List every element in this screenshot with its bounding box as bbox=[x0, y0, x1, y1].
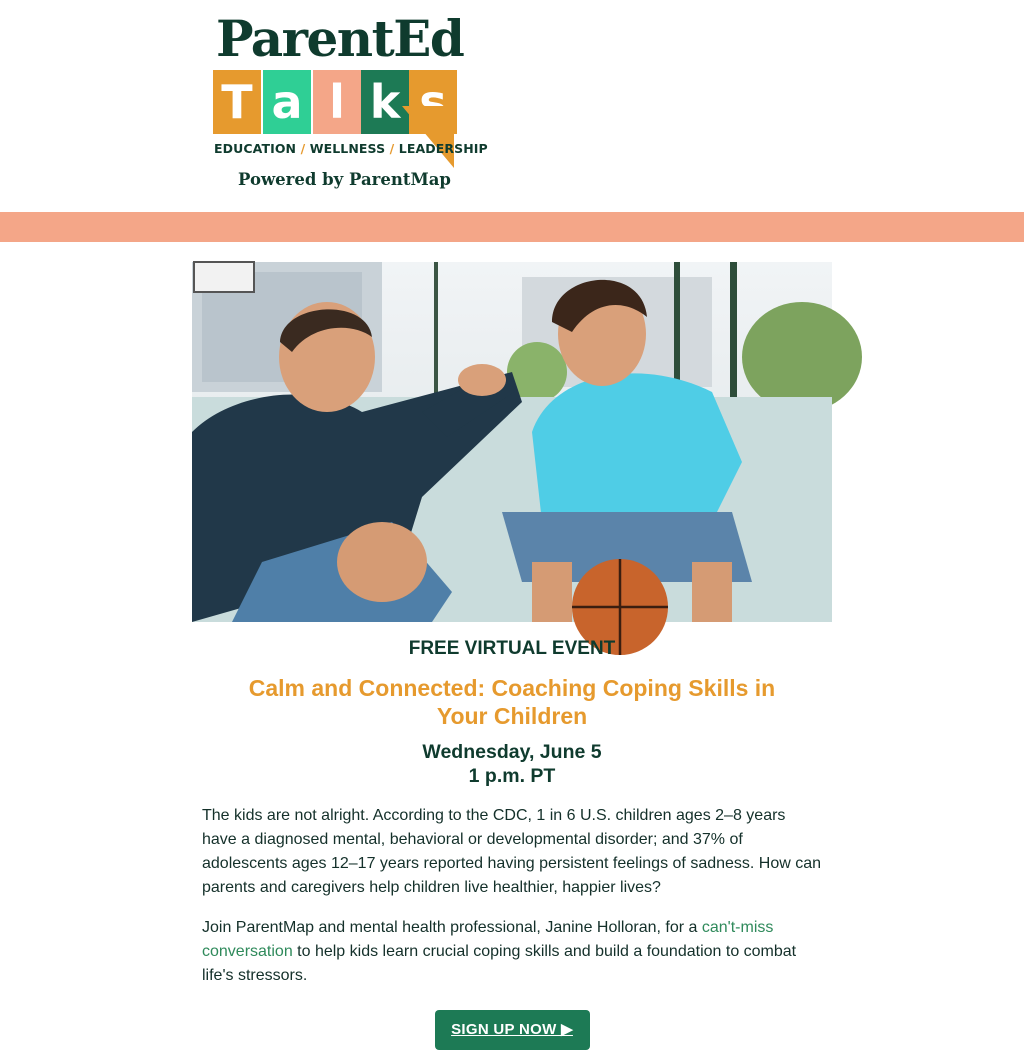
event-content bbox=[192, 632, 832, 1050]
tagline-slash: / bbox=[300, 141, 306, 156]
fence-post bbox=[434, 262, 438, 402]
hero-photo-illustration bbox=[192, 262, 832, 622]
logo-tile: k bbox=[361, 70, 409, 134]
logo-tile: a bbox=[263, 70, 311, 134]
body-paragraph-2 bbox=[192, 916, 832, 988]
son-leg bbox=[692, 562, 732, 622]
accent-band bbox=[0, 212, 1024, 242]
tagline-wellness: WELLNESS bbox=[309, 141, 386, 156]
father-knee bbox=[337, 522, 427, 602]
logo-tile: s bbox=[409, 70, 457, 134]
cant-miss-conversation-link[interactable]: can't-miss conversation bbox=[202, 919, 774, 960]
logo-tile: T bbox=[213, 70, 261, 134]
parented-talks-logo[interactable] bbox=[210, 9, 488, 200]
speech-bubble-tail-icon bbox=[402, 106, 454, 168]
logo-title: ParentEd bbox=[216, 9, 464, 68]
logo-tagline bbox=[214, 141, 488, 156]
sign-up-now-button[interactable]: SIGN UP NOW ▶ bbox=[435, 1010, 590, 1050]
email-header bbox=[0, 0, 1024, 212]
p2-text-after: to help kids learn crucial coping skills and build a foundation to combat life's stressors. bbox=[202, 943, 797, 984]
hands-clasp bbox=[458, 364, 506, 396]
event-day: Wednesday, June 5 bbox=[422, 741, 602, 763]
logo-tile: l bbox=[313, 70, 361, 134]
tree-right bbox=[742, 302, 862, 412]
tagline-slash: / bbox=[389, 141, 395, 156]
event-title: Calm and Connected: Coaching Coping Skills in Your Children bbox=[248, 675, 776, 729]
tagline-education: EDUCATION bbox=[214, 141, 297, 156]
basketball-backboard bbox=[194, 262, 254, 292]
hero-image bbox=[192, 262, 832, 622]
event-time: 1 p.m. PT bbox=[468, 765, 556, 787]
son-tshirt bbox=[532, 373, 742, 522]
tagline-leadership: LEADERSHIP bbox=[398, 141, 488, 156]
event-eyebrow: FREE VIRTUAL EVENT bbox=[408, 638, 616, 659]
p2-text-before: Join ParentMap and mental health professional, Janine Holloran, for a bbox=[202, 919, 702, 936]
body-paragraph-1: The kids are not alright. According to the CDC, 1 in 6 U.S. children ages 2–8 years have a diagnosed mental, behavioral or developmental disorder; and 37% of adolescents ages 12–17 years reported having persistent feelings of sadness. How can parents and caregivers help children live healthier, happier lives? bbox=[202, 807, 822, 896]
event-date bbox=[192, 740, 832, 788]
son-leg bbox=[532, 562, 572, 622]
powered-by: Powered by ParentMap bbox=[238, 170, 451, 189]
